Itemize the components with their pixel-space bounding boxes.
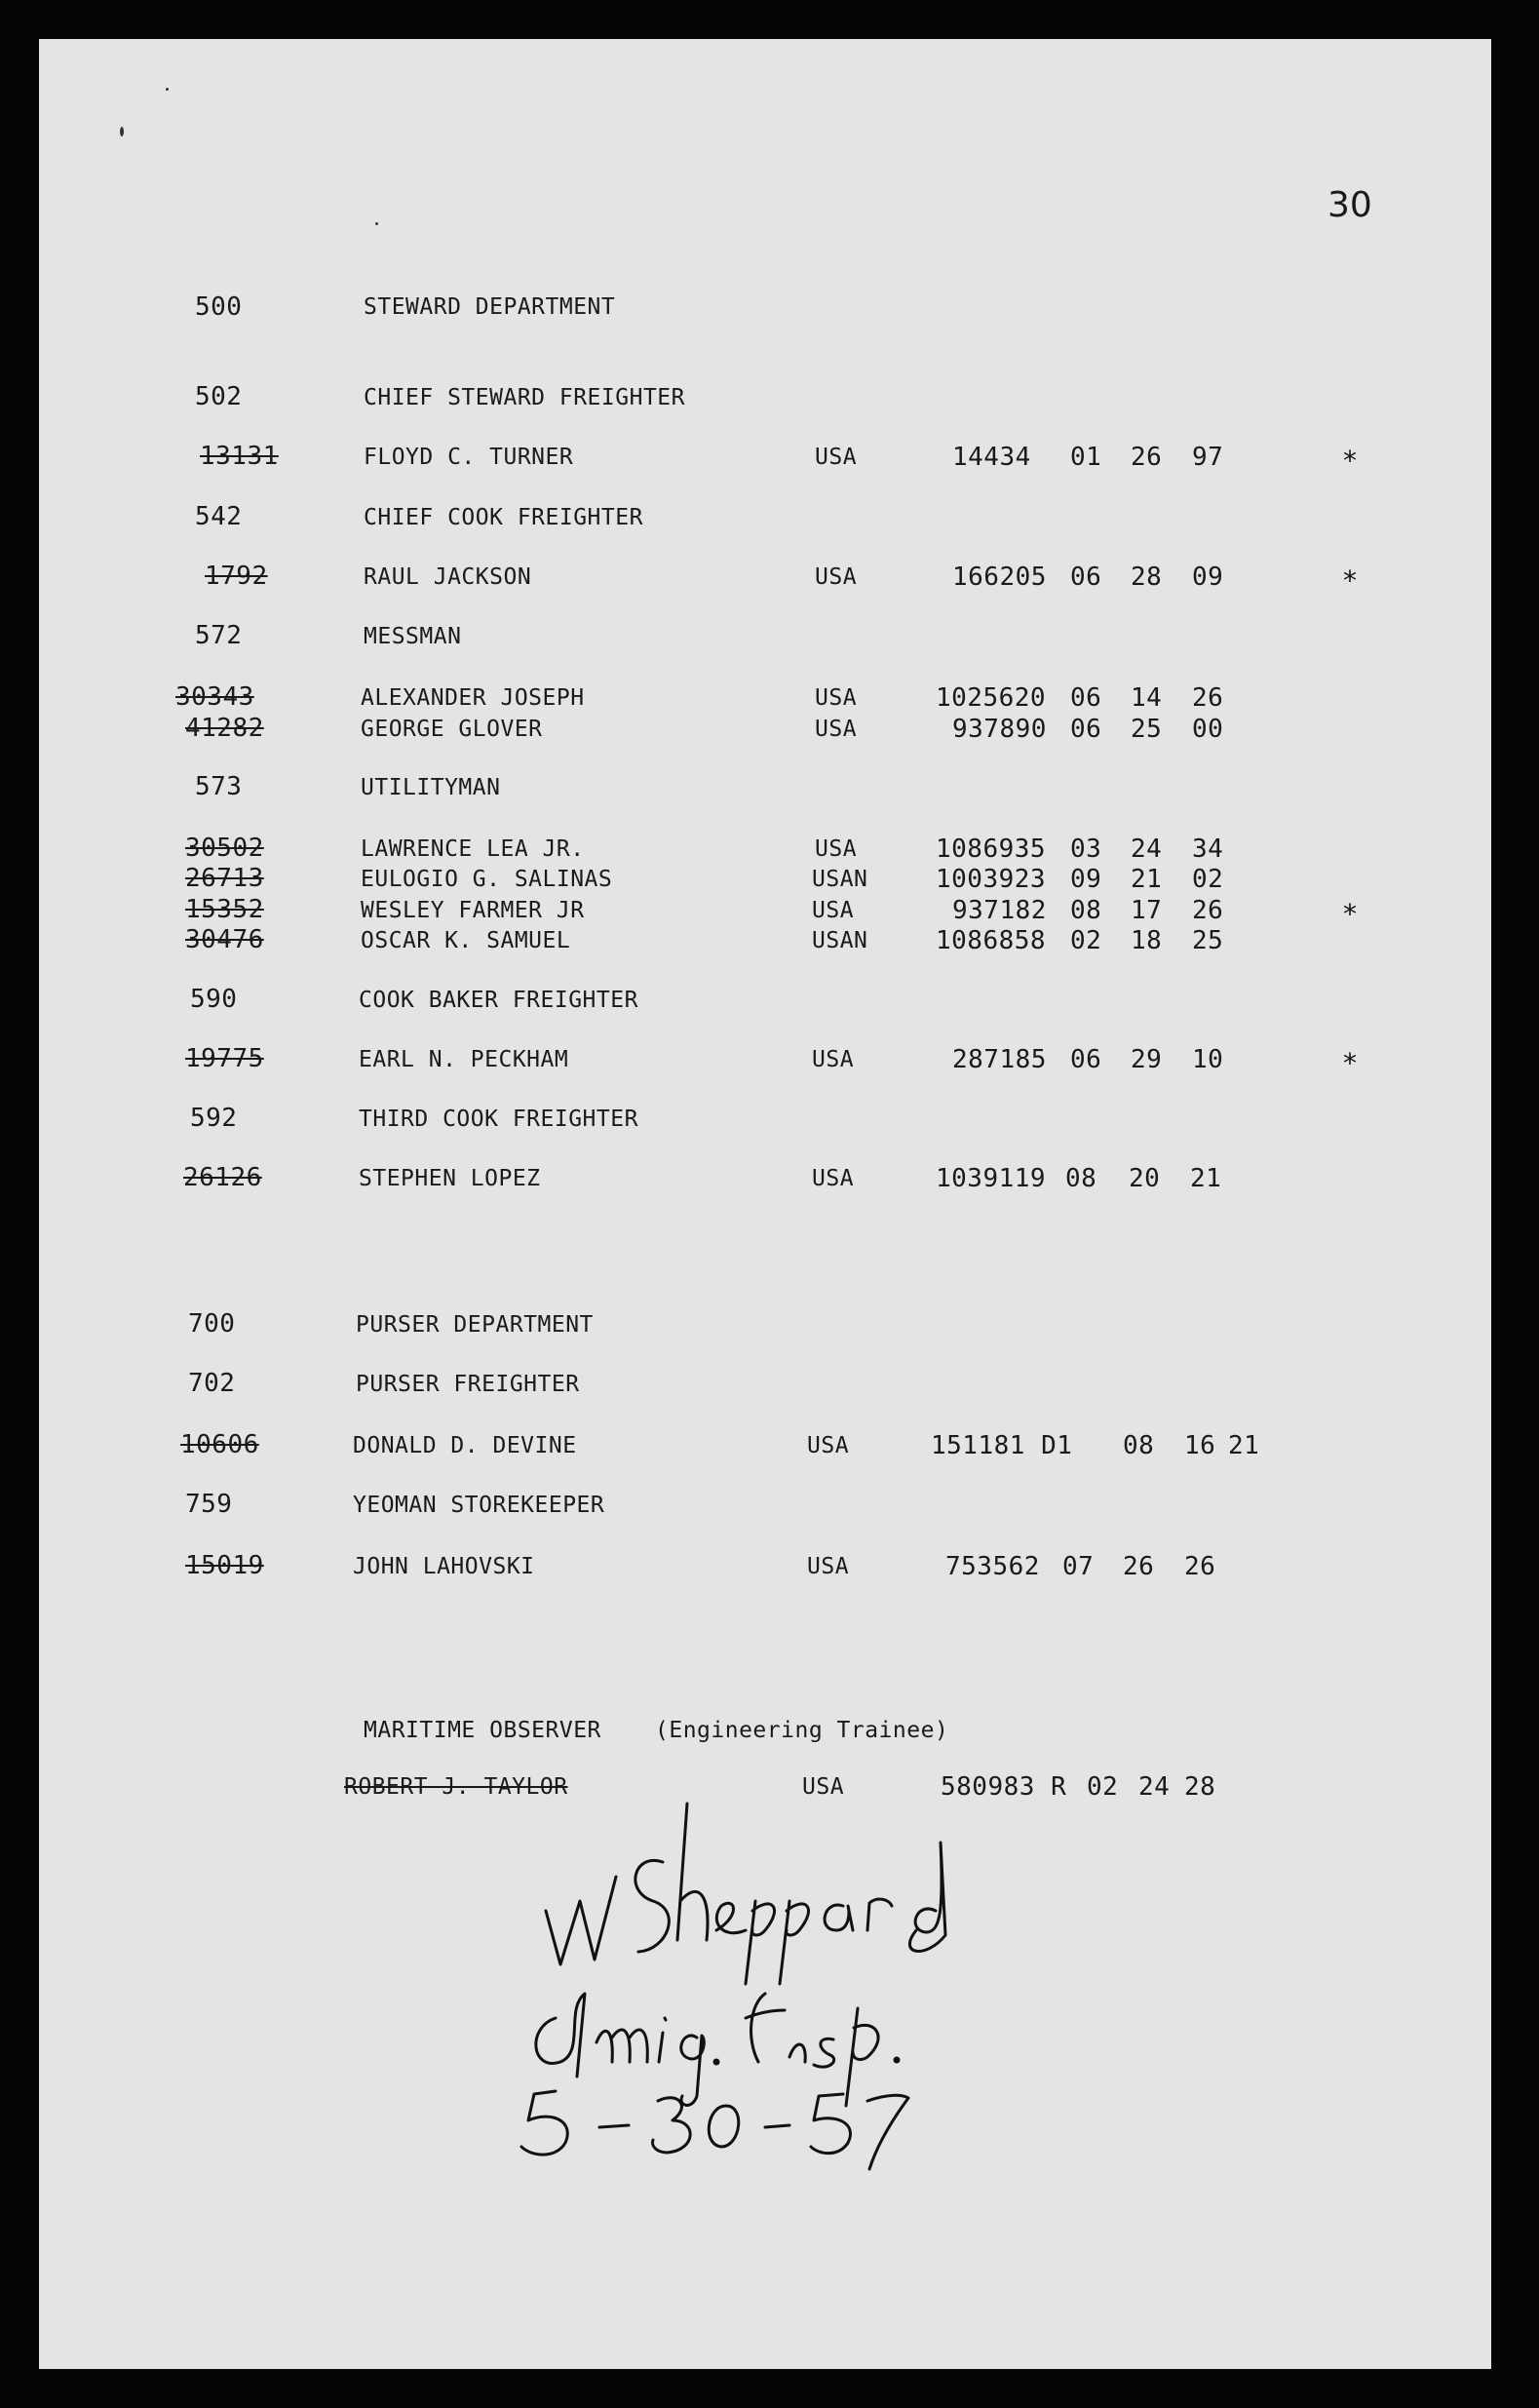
section-code: 502 [195, 382, 243, 411]
crew-d1: 06 [1070, 1045, 1102, 1074]
crew-nationality: USA [815, 717, 858, 742]
section-code: 572 [195, 621, 243, 650]
document-page [39, 39, 1491, 2369]
crew-name: STEPHEN LOPEZ [359, 1166, 541, 1191]
crew-d2: 28 [1131, 563, 1163, 592]
crew-nationality: USA [812, 898, 855, 923]
observer-subtitle: (Engineering Trainee) [655, 1718, 949, 1743]
crew-d3: 25 [1192, 926, 1224, 955]
crew-document: 1086858 [936, 926, 1047, 955]
crew-id: 10606 [180, 1430, 259, 1459]
section-code: 592 [190, 1104, 238, 1133]
crew-id: 30476 [185, 925, 264, 954]
observer-nationality: USA [802, 1774, 845, 1800]
crew-d2: 29 [1131, 1045, 1163, 1074]
crew-name: FLOYD C. TURNER [364, 445, 574, 470]
section-code: 573 [195, 772, 243, 801]
asterisk-mark: * [1343, 445, 1357, 477]
crew-nationality: USA [815, 685, 858, 711]
crew-name: WESLEY FARMER JR [361, 898, 585, 923]
crew-nationality: USA [812, 1047, 855, 1072]
crew-nationality: USA [807, 1433, 850, 1458]
crew-name: JOHN LAHOVSKI [353, 1554, 535, 1579]
crew-document: 937890 [952, 715, 1047, 744]
crew-nationality: USAN [812, 928, 868, 953]
crew-d1: 08 [1123, 1431, 1155, 1460]
crew-d2: 16 [1184, 1431, 1216, 1460]
observer-title: MARITIME OBSERVER [364, 1718, 601, 1743]
crew-d2: 26 [1131, 443, 1163, 472]
crew-document: 151181 D1 [931, 1431, 1073, 1460]
observer-document: 580983 R [941, 1772, 1067, 1802]
section-title: PURSER DEPARTMENT [356, 1312, 594, 1338]
crew-id: 30502 [185, 834, 264, 863]
section-code: 542 [195, 502, 243, 531]
crew-document: 937182 [952, 896, 1047, 925]
crew-document: 1039119 [936, 1164, 1047, 1193]
crew-d3: 21 [1190, 1164, 1222, 1193]
crew-d1: 08 [1070, 896, 1102, 925]
speck [375, 222, 378, 225]
crew-id: 26713 [185, 864, 264, 893]
crew-nationality: USAN [812, 867, 868, 892]
crew-d2: 24 [1131, 835, 1163, 864]
handwritten-signature [507, 1784, 1053, 2174]
crew-name: OSCAR K. SAMUEL [361, 928, 571, 953]
crew-nationality: USA [815, 836, 858, 862]
asterisk-mark: * [1343, 1047, 1357, 1079]
section-code: 702 [188, 1369, 236, 1398]
crew-d1: 06 [1070, 715, 1102, 744]
section-title: STEWARD DEPARTMENT [364, 294, 616, 320]
observer-d2: 24 [1138, 1772, 1171, 1802]
speck [120, 127, 124, 136]
crew-d2: 21 [1131, 865, 1163, 894]
crew-name: LAWRENCE LEA JR. [361, 836, 585, 862]
speck [166, 88, 169, 91]
crew-nationality: USA [815, 564, 858, 590]
observer-d1: 02 [1087, 1772, 1119, 1802]
section-title: THIRD COOK FREIGHTER [359, 1107, 638, 1132]
crew-document: 753562 [945, 1552, 1040, 1581]
crew-document: 1086935 [936, 835, 1047, 864]
crew-document: 1025620 [936, 683, 1047, 713]
crew-d1: 02 [1070, 926, 1102, 955]
crew-d2: 26 [1123, 1552, 1155, 1581]
asterisk-mark: * [1343, 898, 1357, 930]
asterisk-mark: * [1343, 564, 1357, 597]
crew-d1: 09 [1070, 865, 1102, 894]
crew-d1: 03 [1070, 835, 1102, 864]
page-number: 30 [1327, 185, 1372, 225]
crew-d2: 18 [1131, 926, 1163, 955]
observer-name: ROBERT J. TAYLOR [344, 1774, 568, 1800]
section-code: 700 [188, 1309, 236, 1339]
observer-d3: 28 [1184, 1772, 1216, 1802]
crew-d3: 10 [1192, 1045, 1224, 1074]
crew-id: 19775 [185, 1044, 264, 1073]
crew-id: 41282 [185, 714, 264, 743]
crew-d3: 00 [1192, 715, 1224, 744]
crew-d3: 09 [1192, 563, 1224, 592]
crew-nationality: USA [807, 1554, 850, 1579]
crew-d2: 17 [1131, 896, 1163, 925]
crew-document: 287185 [952, 1045, 1047, 1074]
section-title: CHIEF COOK FREIGHTER [364, 505, 643, 530]
crew-id: 1792 [205, 562, 268, 591]
crew-name: EARL N. PECKHAM [359, 1047, 569, 1072]
crew-name: GEORGE GLOVER [361, 717, 543, 742]
section-title: COOK BAKER FREIGHTER [359, 988, 638, 1013]
crew-id: 30343 [175, 682, 254, 712]
crew-d1: 06 [1070, 683, 1102, 713]
crew-d1: 08 [1065, 1164, 1097, 1193]
crew-d3: 02 [1192, 865, 1224, 894]
crew-id: 15352 [185, 895, 264, 924]
crew-d3: 34 [1192, 835, 1224, 864]
section-code: 590 [190, 985, 238, 1014]
crew-d1: 06 [1070, 563, 1102, 592]
crew-d1: 07 [1062, 1552, 1095, 1581]
crew-document: 14434 [952, 443, 1031, 472]
crew-d1: 01 [1070, 443, 1102, 472]
crew-d3: 26 [1192, 896, 1224, 925]
crew-d3: 26 [1184, 1552, 1216, 1581]
crew-nationality: USA [812, 1166, 855, 1191]
section-code: 759 [185, 1490, 233, 1519]
section-title: UTILITYMAN [361, 775, 501, 800]
crew-d2: 25 [1131, 715, 1163, 744]
crew-d2: 20 [1129, 1164, 1161, 1193]
crew-document: 1003923 [936, 865, 1047, 894]
crew-name: EULOGIO G. SALINAS [361, 867, 613, 892]
section-code: 500 [195, 292, 243, 322]
crew-d3: 97 [1192, 443, 1224, 472]
crew-name: RAUL JACKSON [364, 564, 532, 590]
section-title: CHIEF STEWARD FREIGHTER [364, 385, 685, 410]
crew-id: 15019 [185, 1551, 264, 1580]
crew-name: ALEXANDER JOSEPH [361, 685, 585, 711]
crew-id: 26126 [183, 1163, 262, 1192]
section-title: PURSER FREIGHTER [356, 1372, 580, 1397]
crew-document: 166205 [952, 563, 1047, 592]
crew-id: 13131 [200, 442, 279, 471]
crew-nationality: USA [815, 445, 858, 470]
crew-d2: 14 [1131, 683, 1163, 713]
crew-d3: 26 [1192, 683, 1224, 713]
section-title: YEOMAN STOREKEEPER [353, 1493, 605, 1518]
crew-name: DONALD D. DEVINE [353, 1433, 577, 1458]
section-title: MESSMAN [364, 624, 462, 649]
crew-d3: 21 [1228, 1431, 1260, 1460]
